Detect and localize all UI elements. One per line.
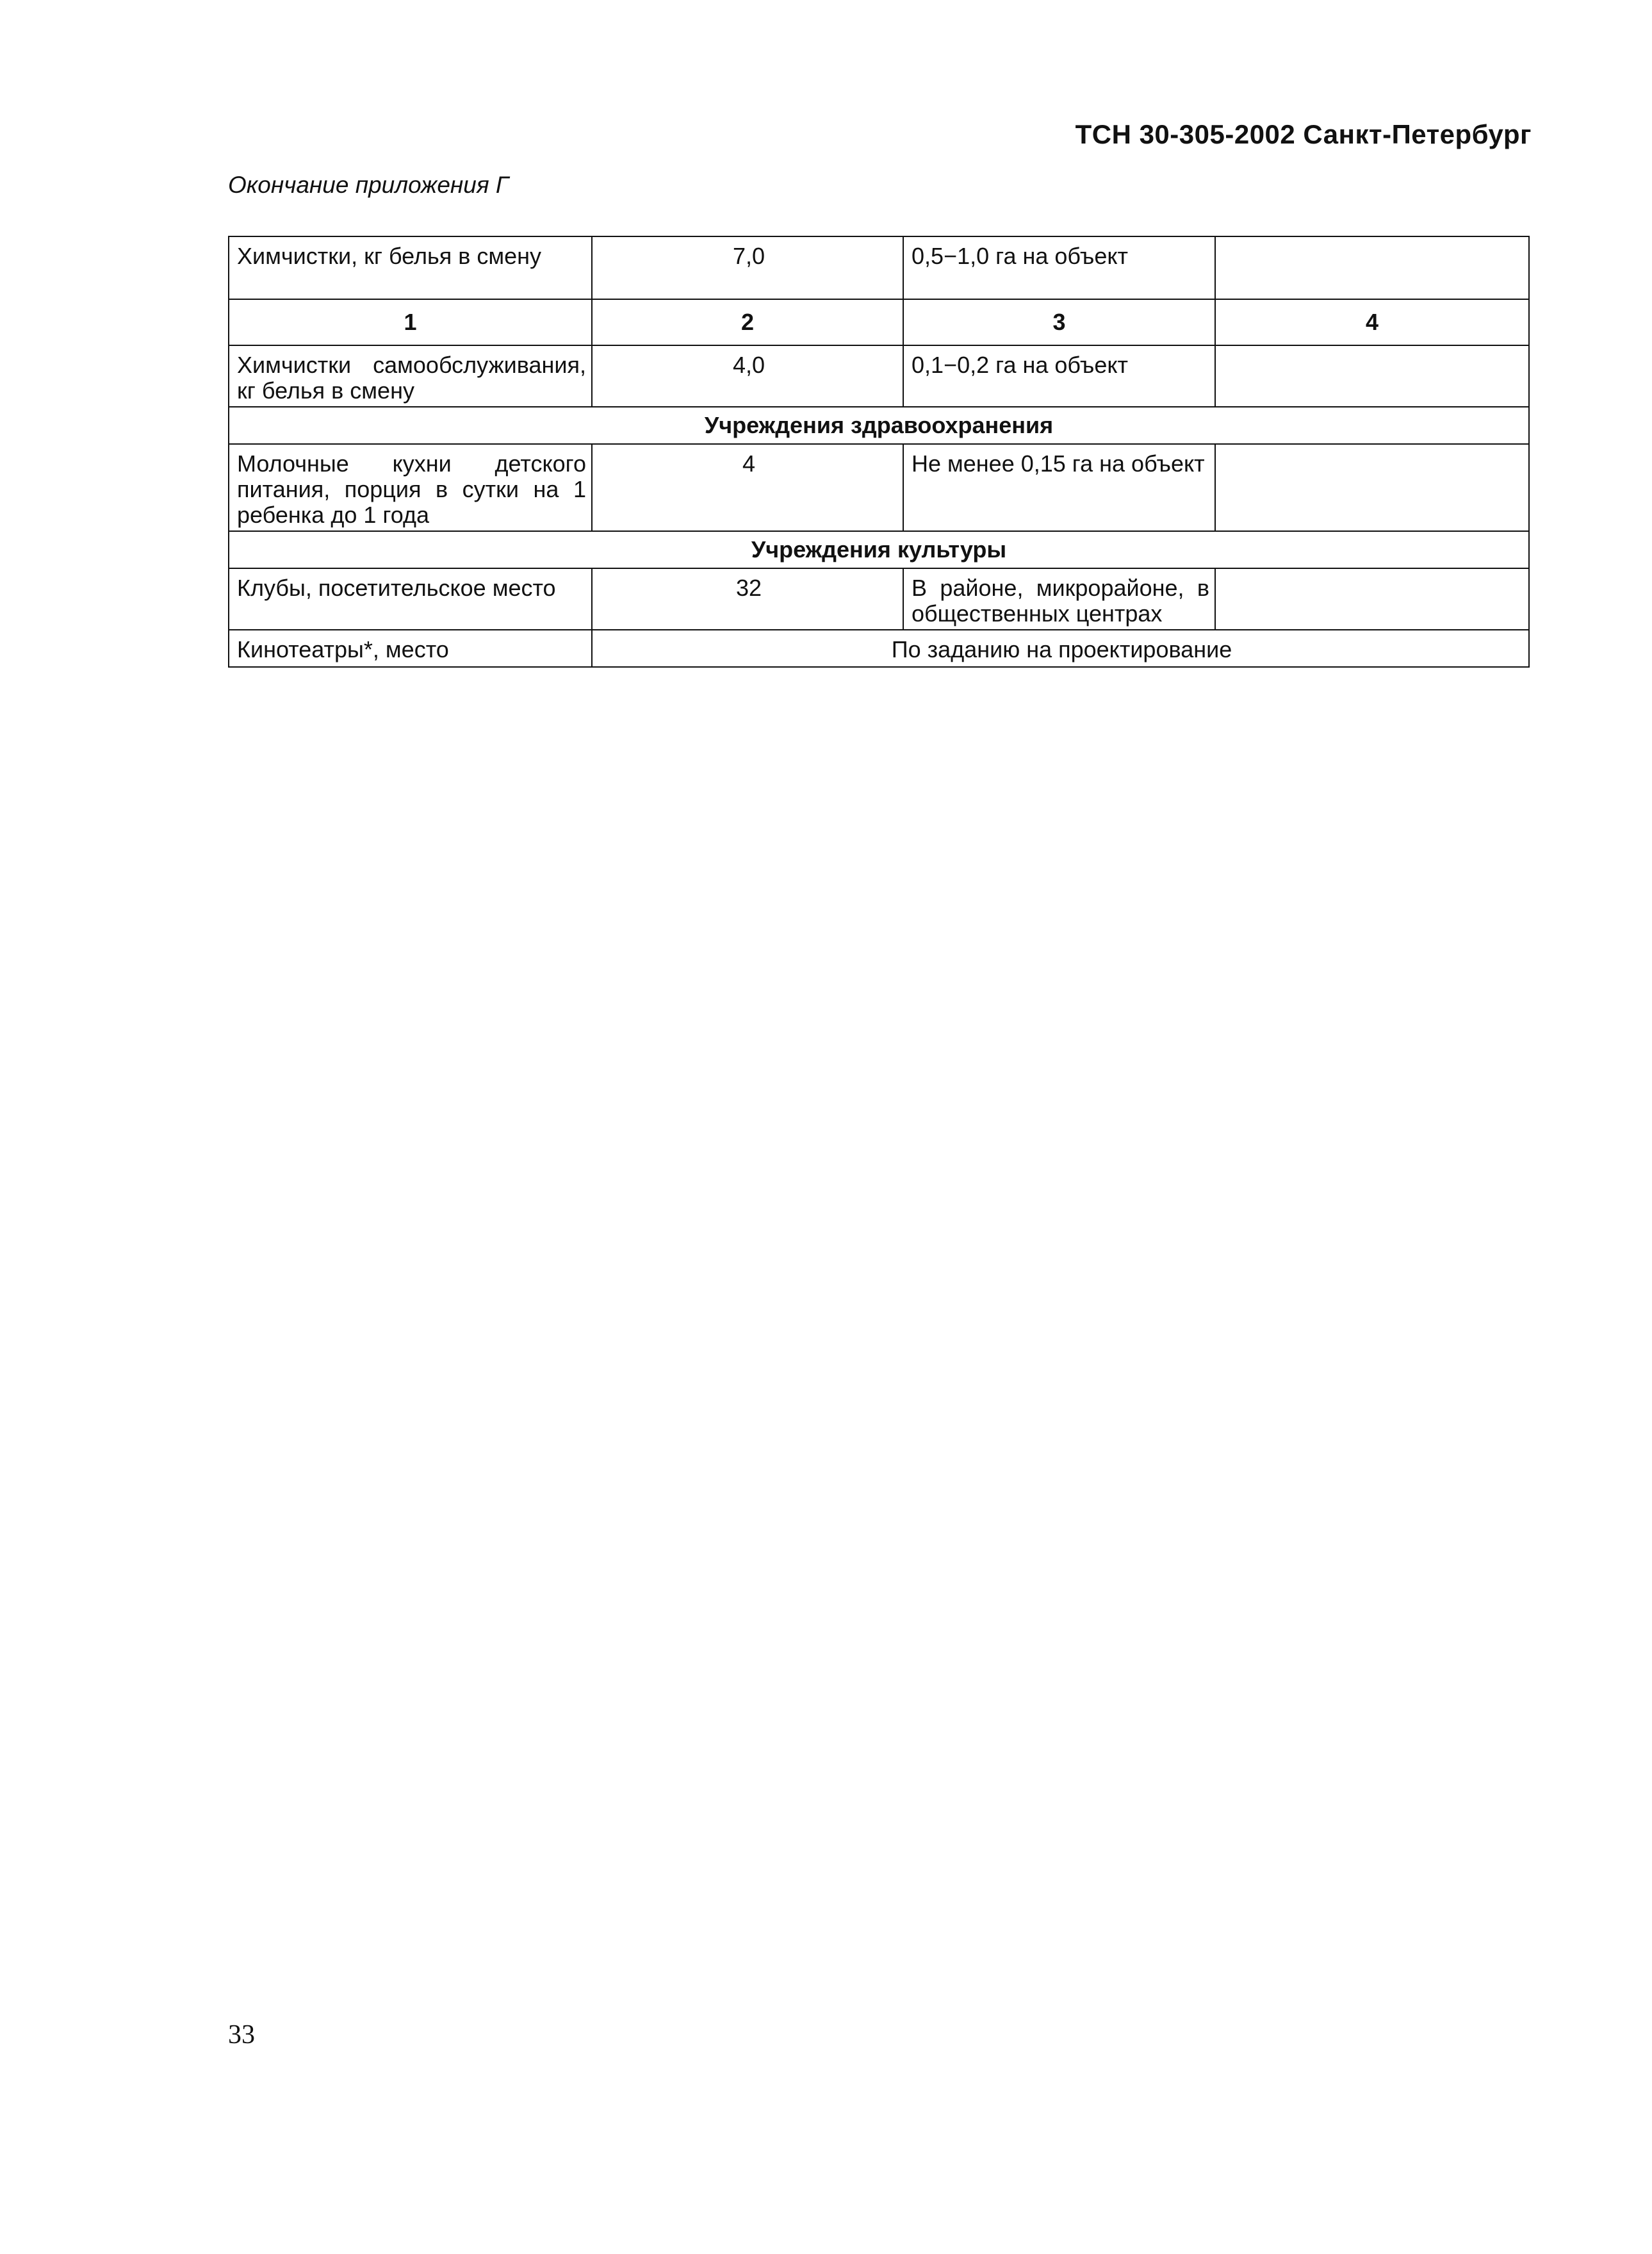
section-row-culture: [229, 531, 1529, 568]
page-number: 33: [228, 2020, 255, 2050]
section-heading: Учреждения культуры: [229, 531, 1529, 568]
cell-note: [1215, 236, 1529, 299]
cell-area: 0,1−0,2 га на объект: [903, 345, 1215, 407]
cell-value: 7,0: [592, 236, 903, 299]
cell-name: Молочные кухни детского питания, порция в сутки на 1 ребенка до 1 года: [229, 444, 592, 531]
section-heading: Учреждения здравоохранения: [229, 407, 1529, 444]
cell-note: [1215, 345, 1529, 407]
cell-name: Клубы, посетительское место: [229, 568, 592, 630]
table-row-clubs: [229, 568, 1529, 630]
cell-name: Химчистки самообслуживания, кг белья в смену: [229, 345, 592, 407]
appendix-subtitle: Окончание приложения Г: [228, 172, 509, 198]
column-number-3: 3: [903, 299, 1215, 345]
section-row-health: [229, 407, 1529, 444]
cell-merged: По заданию на проектирование: [592, 630, 1529, 667]
cell-note: [1215, 444, 1529, 531]
cell-name: Кинотеатры*, место: [229, 630, 592, 667]
cell-value: 4: [592, 444, 903, 531]
cell-note: [1215, 568, 1529, 630]
cell-area: В районе, микрорайоне, в общественных центрах: [903, 568, 1215, 630]
cell-area: 0,5−1,0 га на объект: [903, 236, 1215, 299]
table-row-cinemas: [229, 630, 1529, 667]
table-row-self-service: [229, 345, 1529, 407]
column-number-4: 4: [1215, 299, 1529, 345]
cell-value: 32: [592, 568, 903, 630]
column-number-2: 2: [592, 299, 903, 345]
column-number-row: [229, 299, 1529, 345]
column-number-1: 1: [229, 299, 592, 345]
cell-area: Не менее 0,15 га на объект: [903, 444, 1215, 531]
norms-table: [228, 236, 1530, 668]
table-row-dry-cleaning: [229, 236, 1529, 299]
cell-name: Химчистки, кг белья в смену: [229, 236, 592, 299]
cell-value: 4,0: [592, 345, 903, 407]
table-row-milk-kitchens: [229, 444, 1529, 531]
document-title: ТСН 30-305-2002 Санкт-Петербург: [1075, 119, 1532, 149]
